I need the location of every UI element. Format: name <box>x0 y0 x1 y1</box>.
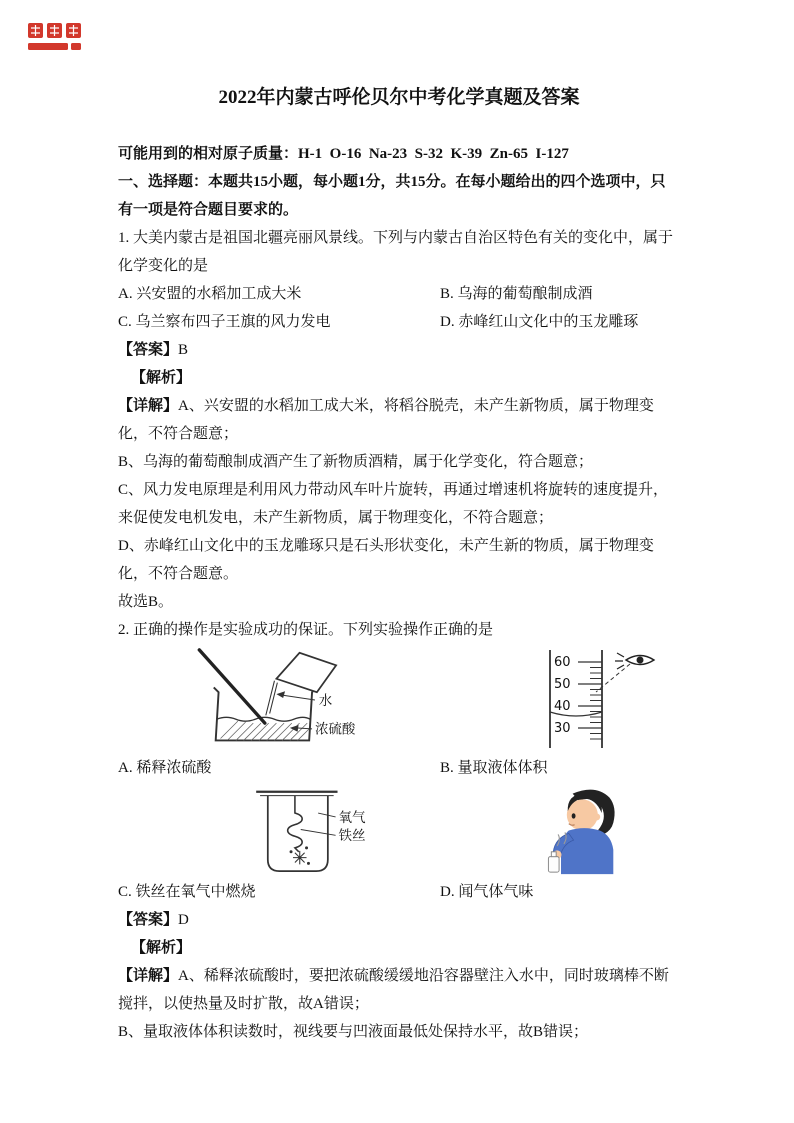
water-label: 水 <box>318 692 333 708</box>
q1-detail-c: C、风力发电原理是利用风力带动风车叶片旋转，再通过增速机将旋转的速度提升，来促使发电机发电，未产生新物质，属于物理变化，不符合题意； <box>118 482 669 526</box>
q2-option-a: A. 稀释浓硫酸 <box>118 760 212 776</box>
q2-figure-cell-b <box>440 646 686 752</box>
q2-detail-tag: 【详解】 <box>118 968 179 984</box>
q2-option-b: B. 量取液体体积 <box>440 760 548 776</box>
q1-options-row-cd <box>118 308 680 336</box>
q1-detail-a <box>118 392 680 448</box>
beaker <box>214 687 317 740</box>
q2-answer-tag: 【答案】 <box>118 912 179 928</box>
oxygen-label: 氧气 <box>338 809 366 825</box>
iron-wire-combustion-figure <box>238 784 408 876</box>
q2-figure-row-2 <box>118 784 680 876</box>
smelling-gas-figure <box>532 784 652 876</box>
q2-analysis-line <box>118 934 680 962</box>
document-page <box>118 86 680 1046</box>
oxygen-pointer <box>318 813 335 817</box>
q1-detail-d: D、赤峰红山文化中的玉龙雕琢只是石头形状变化，未产生新的物质，属于物理变化，不符合题意。 <box>118 538 654 582</box>
water-arrowhead <box>276 691 285 698</box>
q1-option-d: D. 赤峰红山文化中的玉龙雕琢 <box>440 314 639 330</box>
iron-wire-label: 铁丝 <box>338 828 366 844</box>
section-heading: 一、选择题：本题共15小题，每小题1分，共15分。在每小题给出的四个选项中，只有一项是符合题目要求的。 <box>118 174 666 218</box>
q1-detail-a-text: A、兴安盟的水稻加工成大米，将稻谷脱壳，未产生新物质，属于物理变化，不符合题意； <box>118 398 654 442</box>
iron-wire <box>288 796 303 852</box>
q1-conclusion: 故选B。 <box>118 594 174 610</box>
acid-label: 浓硫酸 <box>314 721 356 737</box>
q2-answer-value: D <box>178 912 189 928</box>
scale-label-40: 40 <box>554 699 571 714</box>
sparks <box>290 847 309 864</box>
q2-detail-b: B、量取液体体积读数时，视线要与凹液面最低处保持水平，故B错误； <box>118 1024 589 1040</box>
q2-analysis-tag: 【解析】 <box>131 940 192 956</box>
q1-stem: 1. 大美内蒙古是祖国北疆亮丽风景线。下列与内蒙古自治区特色有关的变化中，属于化学变化的是 <box>118 230 674 274</box>
atomic-masses-line: 可能用到的相对原子质量：H-1 O-16 Na-23 S-32 K-39 Zn-65 I-127 <box>118 146 569 162</box>
pouring-beaker <box>276 653 336 693</box>
q2-options-row-ab <box>118 754 680 782</box>
q2-option-c: C. 铁丝在氧气中燃烧 <box>118 884 256 900</box>
dilution-acid-figure <box>182 646 392 752</box>
glass-rod <box>199 650 265 723</box>
iron-wire-pointer <box>301 830 336 836</box>
q2-stem: 2. 正确的操作是实验成功的保证。下列实验操作正确的是 <box>118 622 494 638</box>
q1-analysis-tag: 【解析】 <box>131 370 192 386</box>
q2-figure-row-1 <box>118 646 680 752</box>
q2-figure-cell-c <box>118 784 440 876</box>
pour-stream <box>266 681 278 716</box>
q1-answer-tag: 【答案】 <box>118 342 179 358</box>
q2-option-d: D. 闻气体气味 <box>440 884 534 900</box>
q1-detail-b: B、乌海的葡萄酿制成酒产生了新物质酒精，属于化学变化，符合题意； <box>118 454 594 470</box>
sight-line <box>596 664 630 692</box>
q2-detail-a-text: A、稀释浓硫酸时，要把浓硫酸缓缓地沿容器壁注入水中，同时玻璃棒不断搅拌，以使热量及时扩散，故A错误； <box>118 968 669 1012</box>
measuring-cylinder-figure <box>536 646 686 752</box>
q1-option-a: A. 兴安盟的水稻加工成大米 <box>118 286 302 302</box>
boy-ear <box>593 814 600 821</box>
q2-figure-cell-a <box>118 646 440 752</box>
q1-answer-line <box>118 336 680 364</box>
eye-icon <box>615 653 654 669</box>
q1-option-b: B. 乌海的葡萄酿制成酒 <box>440 286 593 302</box>
water-pointer <box>282 695 315 700</box>
q2-figure-cell-d <box>440 784 680 876</box>
scale-label-60: 60 <box>554 655 571 670</box>
q1-detail-tag: 【详解】 <box>118 398 179 414</box>
q2-answer-line <box>118 906 680 934</box>
boy-eye <box>572 813 576 818</box>
watermark-logo <box>27 20 93 58</box>
q1-option-c: C. 乌兰察布四子王旗的风力发电 <box>118 314 331 330</box>
scale-label-30: 30 <box>554 721 571 736</box>
q1-analysis-line <box>118 364 680 392</box>
q2-detail-a <box>118 962 680 1018</box>
q2-options-row-cd <box>118 878 680 906</box>
scale-label-50: 50 <box>554 677 571 692</box>
acid-arrowhead <box>290 725 299 732</box>
q1-options-row-ab <box>118 280 680 308</box>
q1-answer-value: B <box>178 342 189 358</box>
document-title: 2022年内蒙古呼伦贝尔中考化学真题及答案 <box>218 87 580 108</box>
